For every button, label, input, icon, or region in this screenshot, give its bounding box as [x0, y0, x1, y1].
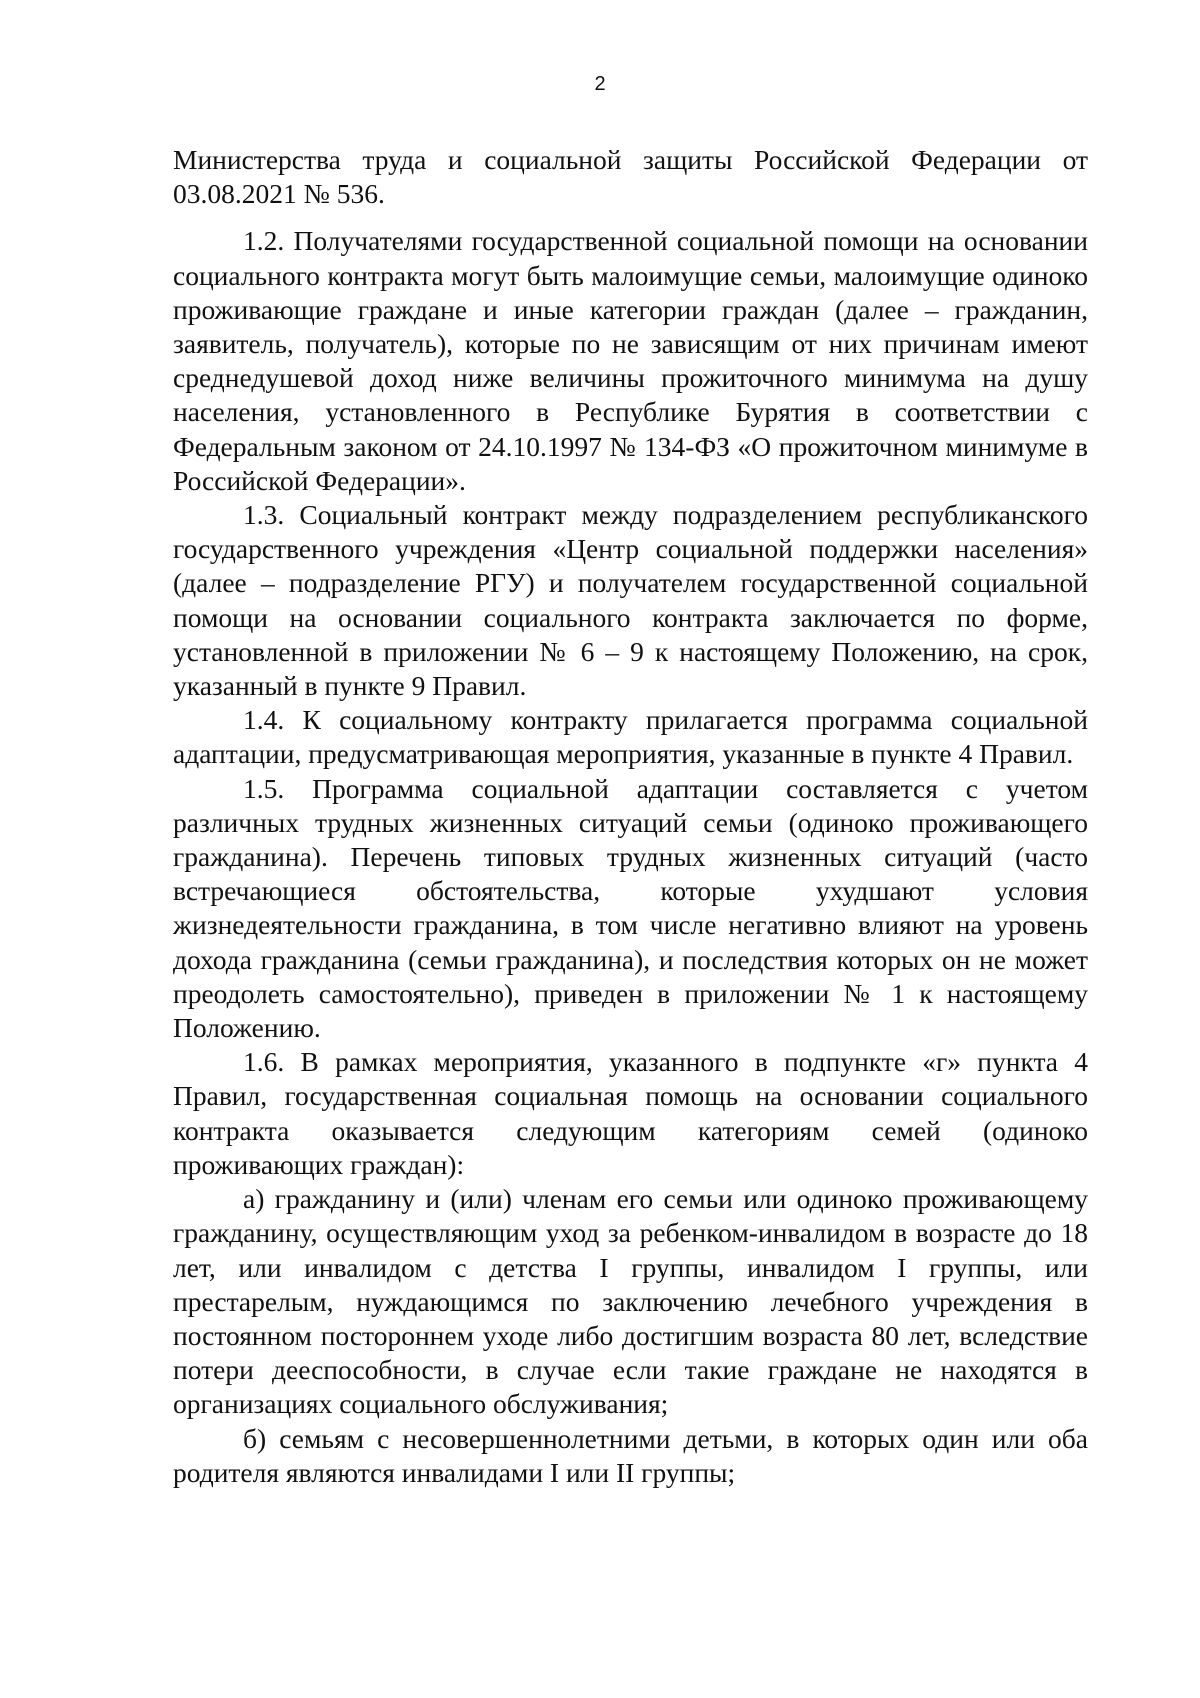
- paragraph-1-6-b: б) семьям с несовершеннолетними детьми, в которых один или оба родителя являются инвалидами I или II группы;: [173, 1422, 1088, 1488]
- paragraph-1-6-a: а) гражданину и (или) членам его семьи или одиноко проживающему гражданину, осуществляющим уход за ребенком-инвалидом в возрасте до 18 лет, или инвалидом с детства I группы, инвалидом I группы, или престарелым, нуждающимся по заключению лечебного учреждения в постоянном постороннем уходе либо достигшим возраста 80 лет, вследствие потери дееспособности, в случае если такие граждане не находятся в организациях социального обслуживания;: [173, 1183, 1088, 1420]
- paragraph-1-4: 1.4. К социальному контракту прилагается программа социальной адаптации, предусматривающая мероприятия, указанные в пункте 4 Правил.: [173, 704, 1088, 770]
- paragraph-intro-continuation: Министерства труда и социальной защиты Российской Федерации от 03.08.2021 № 536.: [173, 144, 1088, 210]
- paragraph-1-6: 1.6. В рамках мероприятия, указанного в подпункте «г» пункта 4 Правил, государственная социальная помощь на основании социального контракта оказывается следующим категориям семей (одиноко проживающих граждан):: [173, 1046, 1088, 1180]
- document-body: [173, 143, 1088, 1490]
- paragraph-1-5: 1.5. Программа социальной адаптации составляется с учетом различных трудных жизненных ситуаций семьи (одиноко проживающего гражданина). Перечень типовых трудных жизненных ситуаций (часто встречающиеся обстоятельства, которые ухудшают условия жизнедеятельности гражданина, в том числе негативно влияют на уровень дохода гражданина (семьи гражданина), и последствия которых он не может преодолеть самостоятельно), приведен в приложении № 1 к настоящему Положению.: [173, 772, 1088, 1044]
- page-number: 2: [594, 73, 606, 95]
- paragraph-1-2: 1.2. Получателями государственной социальной помощи на основании социального контракта могут быть малоимущие семьи, малоимущие одиноко проживающие граждане и иные категории граждан (далее – гражданин, заявитель, получатель), которые по не зависящим от них причинам имеют среднедушевой доход ниже величины прожиточного минимума на душу населения, установленного в Республике Бурятия в соответствии с Федеральным законом от 24.10.1997 № 134-ФЗ «О прожиточном минимуме в Российской Федерации».: [173, 225, 1088, 496]
- paragraph-1-3: 1.3. Социальный контракт между подразделением республиканского государственного учреждения «Центр социальной поддержки населения» (далее – подразделение РГУ) и получателем государственной социальной помощи на основании социального контракта заключается по форме, установленной в приложении № 6 – 9 к настоящему Положению, на срок, указанный в пункте 9 Правил.: [173, 499, 1088, 702]
